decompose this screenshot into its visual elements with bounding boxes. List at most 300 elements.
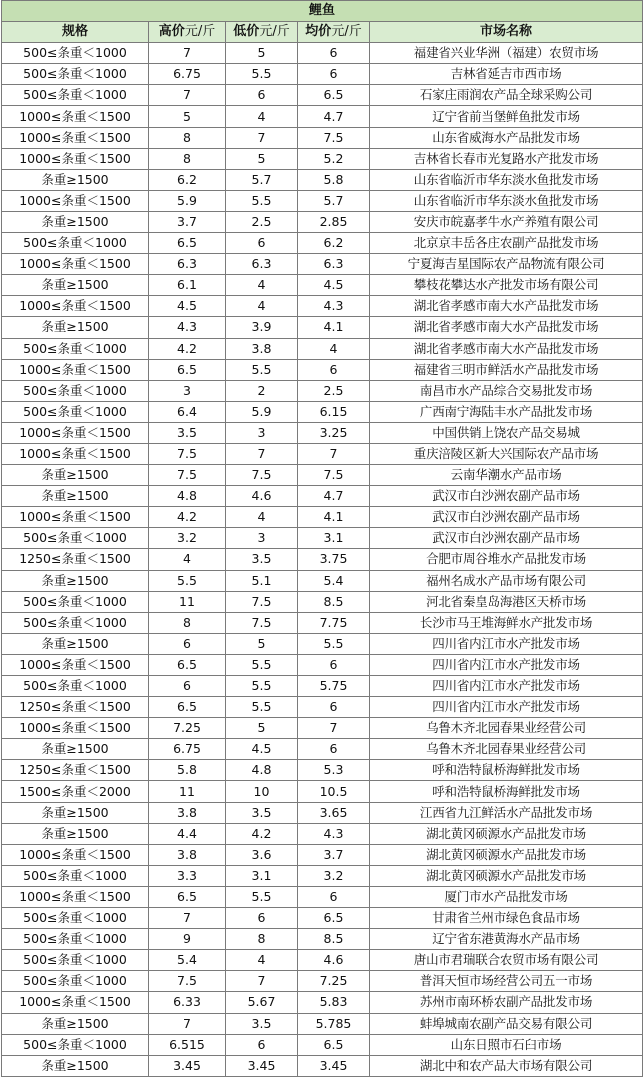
cell-market: 辽宁省前当堡鲜鱼批发市场: [370, 106, 643, 127]
cell-high-price: 7: [149, 43, 226, 64]
cell-spec: 500≤条重＜1000: [2, 612, 149, 633]
cell-low-price: 4: [226, 296, 298, 317]
cell-avg-price: 10.5: [298, 781, 370, 802]
table-row: [2, 697, 643, 718]
cell-avg-price: 7.5: [298, 127, 370, 148]
table-row: [2, 633, 643, 654]
cell-low-price: 5: [226, 43, 298, 64]
cell-avg-price: 6.15: [298, 401, 370, 422]
cell-high-price: 4.4: [149, 823, 226, 844]
cell-market: 山东省临沂市华东淡水鱼批发市场: [370, 169, 643, 190]
cell-market: 石家庄雨润农产品全球采购公司: [370, 85, 643, 106]
cell-avg-price: 7: [298, 443, 370, 464]
cell-market: 呼和浩特鼠桥海鲜批发市场: [370, 760, 643, 781]
cell-high-price: 3.2: [149, 528, 226, 549]
cell-market: 湖北黄冈硕源水产品批发市场: [370, 865, 643, 886]
cell-low-price: 5: [226, 633, 298, 654]
cell-market: 湖北黄冈硕源水产品批发市场: [370, 844, 643, 865]
cell-low-price: 5.5: [226, 190, 298, 211]
cell-spec: 条重≥1500: [2, 570, 149, 591]
cell-high-price: 3: [149, 380, 226, 401]
cell-avg-price: 6.5: [298, 908, 370, 929]
cell-market: 北京京丰岳各庄农副产品批发市场: [370, 233, 643, 254]
table-row: [2, 992, 643, 1013]
cell-high-price: 4.2: [149, 507, 226, 528]
cell-low-price: 3.6: [226, 844, 298, 865]
cell-low-price: 8: [226, 929, 298, 950]
cell-spec: 1000≤条重＜1500: [2, 844, 149, 865]
cell-high-price: 3.45: [149, 1055, 226, 1076]
cell-low-price: 5.5: [226, 886, 298, 907]
cell-high-price: 7.5: [149, 443, 226, 464]
cell-low-price: 3.8: [226, 338, 298, 359]
cell-high-price: 6: [149, 676, 226, 697]
cell-high-price: 3.7: [149, 211, 226, 232]
cell-spec: 1000≤条重＜1500: [2, 654, 149, 675]
cell-high-price: 6: [149, 633, 226, 654]
table-row: [2, 844, 643, 865]
cell-high-price: 9: [149, 929, 226, 950]
header-high-unit: 元/斤: [184, 24, 216, 40]
cell-high-price: 7.5: [149, 465, 226, 486]
cell-market: 乌鲁木齐北园春果业经营公司: [370, 739, 643, 760]
cell-avg-price: 5.4: [298, 570, 370, 591]
cell-spec: 1000≤条重＜1500: [2, 886, 149, 907]
cell-spec: 条重≥1500: [2, 1013, 149, 1034]
cell-low-price: 7.5: [226, 591, 298, 612]
cell-low-price: 5: [226, 148, 298, 169]
table-row: [2, 739, 643, 760]
cell-avg-price: 5.3: [298, 760, 370, 781]
cell-avg-price: 4.3: [298, 823, 370, 844]
table-row: [2, 169, 643, 190]
cell-avg-price: 4: [298, 338, 370, 359]
cell-avg-price: 5.83: [298, 992, 370, 1013]
cell-high-price: 4.3: [149, 317, 226, 338]
cell-spec: 500≤条重＜1000: [2, 676, 149, 697]
cell-market: 蚌埠城南农副产品交易有限公司: [370, 1013, 643, 1034]
cell-high-price: 6.33: [149, 992, 226, 1013]
cell-market: 湖北省孝感市南大水产品批发市场: [370, 317, 643, 338]
cell-avg-price: 4.7: [298, 486, 370, 507]
cell-market: 中国供销上饶农产品交易城: [370, 422, 643, 443]
cell-spec: 500≤条重＜1000: [2, 85, 149, 106]
cell-high-price: 6.5: [149, 886, 226, 907]
cell-market: 合肥市周谷堆水产品批发市场: [370, 549, 643, 570]
header-avg-unit: 元/斤: [331, 24, 362, 40]
cell-high-price: 8: [149, 127, 226, 148]
table-row: [2, 718, 643, 739]
cell-high-price: 5.9: [149, 190, 226, 211]
cell-avg-price: 4.6: [298, 950, 370, 971]
table-row: [2, 211, 643, 232]
table-row: [2, 528, 643, 549]
table-row: [2, 823, 643, 844]
cell-low-price: 4.5: [226, 739, 298, 760]
cell-high-price: 7.25: [149, 718, 226, 739]
cell-market: 苏州市南环桥农副产品批发市场: [370, 992, 643, 1013]
cell-low-price: 4: [226, 507, 298, 528]
table-row: [2, 338, 643, 359]
cell-high-price: 7: [149, 908, 226, 929]
cell-avg-price: 6: [298, 43, 370, 64]
table-row: [2, 254, 643, 275]
table-row: [2, 781, 643, 802]
cell-high-price: 6.5: [149, 697, 226, 718]
cell-high-price: 6.5: [149, 233, 226, 254]
table-row: [2, 486, 643, 507]
table-row: [2, 443, 643, 464]
cell-avg-price: 6.5: [298, 85, 370, 106]
table-row: [2, 886, 643, 907]
header-avg-label: 均价: [305, 24, 332, 40]
table-row: [2, 422, 643, 443]
cell-spec: 1000≤条重＜1500: [2, 718, 149, 739]
header-low-label: 低价: [233, 24, 260, 40]
cell-avg-price: 5.785: [298, 1013, 370, 1034]
cell-market: 云南华潮水产品市场: [370, 465, 643, 486]
cell-spec: 条重≥1500: [2, 486, 149, 507]
cell-spec: 1500≤条重＜2000: [2, 781, 149, 802]
table-row: [2, 591, 643, 612]
cell-spec: 条重≥1500: [2, 1055, 149, 1076]
cell-high-price: 6.75: [149, 739, 226, 760]
table-row: [2, 549, 643, 570]
table-row: [2, 865, 643, 886]
cell-low-price: 3.9: [226, 317, 298, 338]
cell-market: 四川省内江市水产批发市场: [370, 633, 643, 654]
header-market: [370, 22, 643, 43]
cell-low-price: 7: [226, 443, 298, 464]
cell-market: 湖北中和农产品大市场有限公司: [370, 1055, 643, 1076]
cell-spec: 500≤条重＜1000: [2, 528, 149, 549]
cell-spec: 1000≤条重＜1500: [2, 507, 149, 528]
table-row: [2, 275, 643, 296]
header-low-unit: 元/斤: [259, 24, 290, 40]
table-row: [2, 359, 643, 380]
cell-high-price: 5.8: [149, 760, 226, 781]
cell-market: 武汉市白沙洲农副产品市场: [370, 486, 643, 507]
cell-high-price: 6.2: [149, 169, 226, 190]
cell-market: 唐山市君瑞联合农贸市场有限公司: [370, 950, 643, 971]
cell-low-price: 5.1: [226, 570, 298, 591]
cell-market: 甘肃省兰州市绿色食品市场: [370, 908, 643, 929]
table-row: [2, 654, 643, 675]
table-row: [2, 612, 643, 633]
cell-avg-price: 3.45: [298, 1055, 370, 1076]
table-row: [2, 106, 643, 127]
header-spec: [2, 22, 149, 43]
cell-avg-price: 3.2: [298, 865, 370, 886]
cell-market: 广西南宁海陆丰水产品批发市场: [370, 401, 643, 422]
cell-low-price: 2.5: [226, 211, 298, 232]
cell-avg-price: 8.5: [298, 929, 370, 950]
cell-spec: 1000≤条重＜1500: [2, 190, 149, 211]
cell-market: 四川省内江市水产批发市场: [370, 697, 643, 718]
cell-spec: 500≤条重＜1000: [2, 43, 149, 64]
cell-market: 呼和浩特鼠桥海鲜批发市场: [370, 781, 643, 802]
cell-avg-price: 8.5: [298, 591, 370, 612]
cell-low-price: 4.2: [226, 823, 298, 844]
table-row: [2, 127, 643, 148]
cell-low-price: 5.9: [226, 401, 298, 422]
cell-high-price: 6.515: [149, 1034, 226, 1055]
cell-high-price: 7.5: [149, 971, 226, 992]
cell-avg-price: 5.8: [298, 169, 370, 190]
cell-high-price: 4: [149, 549, 226, 570]
cell-low-price: 4.6: [226, 486, 298, 507]
cell-high-price: 6.1: [149, 275, 226, 296]
cell-high-price: 7: [149, 85, 226, 106]
cell-low-price: 7.5: [226, 612, 298, 633]
cell-low-price: 3.1: [226, 865, 298, 886]
header-spec-label: 规格: [61, 24, 88, 40]
table-row: [2, 190, 643, 211]
cell-avg-price: 7.25: [298, 971, 370, 992]
cell-high-price: 11: [149, 781, 226, 802]
table-row: [2, 1055, 643, 1076]
cell-spec: 1250≤条重＜1500: [2, 549, 149, 570]
table-row: [2, 296, 643, 317]
cell-high-price: 6.75: [149, 64, 226, 85]
cell-avg-price: 7: [298, 718, 370, 739]
cell-market: 河北省秦皇岛海港区天桥市场: [370, 591, 643, 612]
cell-market: 山东省威海水产品批发市场: [370, 127, 643, 148]
cell-avg-price: 3.25: [298, 422, 370, 443]
cell-market: 吉林省延吉市西市场: [370, 64, 643, 85]
title-row: [2, 1, 643, 22]
cell-market: 湖北黄冈硕源水产品批发市场: [370, 823, 643, 844]
cell-avg-price: 4.1: [298, 507, 370, 528]
cell-spec: 1000≤条重＜1500: [2, 254, 149, 275]
cell-market: 福建省兴业华洲（福建）农贸市场: [370, 43, 643, 64]
cell-low-price: 5.5: [226, 654, 298, 675]
cell-market: 四川省内江市水产批发市场: [370, 676, 643, 697]
cell-spec: 条重≥1500: [2, 739, 149, 760]
cell-market: 宁夏海吉星国际农产品物流有限公司: [370, 254, 643, 275]
table-row: [2, 1013, 643, 1034]
cell-market: 攀枝花攀达水产批发市场有限公司: [370, 275, 643, 296]
cell-high-price: 6.4: [149, 401, 226, 422]
cell-spec: 500≤条重＜1000: [2, 971, 149, 992]
cell-avg-price: 4.3: [298, 296, 370, 317]
cell-high-price: 3.8: [149, 844, 226, 865]
price-table: [1, 0, 643, 1077]
cell-spec: 1000≤条重＜1500: [2, 992, 149, 1013]
cell-market: 长沙市马王堆海鲜水产批发市场: [370, 612, 643, 633]
cell-spec: 1000≤条重＜1500: [2, 296, 149, 317]
table-row: [2, 676, 643, 697]
header-low-price: [226, 22, 298, 43]
cell-avg-price: 4.7: [298, 106, 370, 127]
table-row: [2, 233, 643, 254]
cell-market: 安庆市皖嘉孝牛水产养殖有限公司: [370, 211, 643, 232]
cell-low-price: 2: [226, 380, 298, 401]
cell-low-price: 3: [226, 422, 298, 443]
cell-low-price: 5.5: [226, 359, 298, 380]
header-high-label: 高价: [158, 24, 185, 40]
table-row: [2, 570, 643, 591]
cell-low-price: 6: [226, 1034, 298, 1055]
cell-spec: 500≤条重＜1000: [2, 64, 149, 85]
cell-high-price: 6.3: [149, 254, 226, 275]
cell-low-price: 3: [226, 528, 298, 549]
cell-market: 四川省内江市水产批发市场: [370, 654, 643, 675]
cell-low-price: 5.5: [226, 64, 298, 85]
cell-spec: 条重≥1500: [2, 317, 149, 338]
cell-low-price: 3.5: [226, 549, 298, 570]
cell-low-price: 5: [226, 718, 298, 739]
cell-avg-price: 6: [298, 64, 370, 85]
table-row: [2, 802, 643, 823]
cell-market: 吉林省长春市光复路水产批发市场: [370, 148, 643, 169]
cell-avg-price: 3.65: [298, 802, 370, 823]
cell-low-price: 6: [226, 85, 298, 106]
cell-avg-price: 5.75: [298, 676, 370, 697]
table-title: 鲤鱼: [2, 1, 643, 22]
cell-market: 福建省三明市鲜活水产品批发市场: [370, 359, 643, 380]
table-row: [2, 380, 643, 401]
cell-avg-price: 6: [298, 739, 370, 760]
cell-low-price: 4: [226, 950, 298, 971]
cell-low-price: 5.5: [226, 697, 298, 718]
cell-spec: 1000≤条重＜1500: [2, 422, 149, 443]
cell-avg-price: 6: [298, 359, 370, 380]
cell-low-price: 4: [226, 106, 298, 127]
cell-avg-price: 5.7: [298, 190, 370, 211]
cell-low-price: 5.5: [226, 676, 298, 697]
cell-market: 江西省九江鲜活水产品批发市场: [370, 802, 643, 823]
cell-spec: 1250≤条重＜1500: [2, 760, 149, 781]
cell-avg-price: 6.3: [298, 254, 370, 275]
cell-market: 福州名成水产品市场有限公司: [370, 570, 643, 591]
table-row: [2, 950, 643, 971]
cell-market: 南昌市水产品综合交易批发市场: [370, 380, 643, 401]
cell-avg-price: 6: [298, 886, 370, 907]
cell-avg-price: 6: [298, 654, 370, 675]
cell-avg-price: 6.2: [298, 233, 370, 254]
cell-high-price: 7: [149, 1013, 226, 1034]
cell-high-price: 3.5: [149, 422, 226, 443]
cell-high-price: 8: [149, 148, 226, 169]
cell-low-price: 3.45: [226, 1055, 298, 1076]
cell-low-price: 7: [226, 127, 298, 148]
cell-market: 乌鲁木齐北园春果业经营公司: [370, 718, 643, 739]
table-row: [2, 760, 643, 781]
cell-market: 山东省临沂市华东淡水鱼批发市场: [370, 190, 643, 211]
cell-high-price: 5.5: [149, 570, 226, 591]
cell-market: 山东日照市石臼市场: [370, 1034, 643, 1055]
table-row: [2, 929, 643, 950]
table-row: [2, 148, 643, 169]
header-market-label: 市场名称: [480, 24, 533, 40]
cell-spec: 条重≥1500: [2, 633, 149, 654]
cell-low-price: 6: [226, 233, 298, 254]
cell-high-price: 11: [149, 591, 226, 612]
table-row: [2, 43, 643, 64]
table-row: [2, 317, 643, 338]
cell-market: 湖北省孝感市南大水产品批发市场: [370, 338, 643, 359]
cell-spec: 500≤条重＜1000: [2, 338, 149, 359]
table-body: [2, 43, 643, 1077]
cell-spec: 条重≥1500: [2, 823, 149, 844]
cell-spec: 500≤条重＜1000: [2, 1034, 149, 1055]
cell-avg-price: 2.5: [298, 380, 370, 401]
cell-spec: 500≤条重＜1000: [2, 865, 149, 886]
cell-spec: 条重≥1500: [2, 465, 149, 486]
cell-avg-price: 6.5: [298, 1034, 370, 1055]
cell-high-price: 4.2: [149, 338, 226, 359]
cell-high-price: 5.4: [149, 950, 226, 971]
header-high-price: [149, 22, 226, 43]
header-row: [2, 22, 643, 43]
cell-high-price: 8: [149, 612, 226, 633]
table-row: [2, 908, 643, 929]
cell-market: 普洱天恒市场经营公司五一市场: [370, 971, 643, 992]
cell-market: 重庆涪陵区新大兴国际农产品市场: [370, 443, 643, 464]
cell-spec: 条重≥1500: [2, 275, 149, 296]
cell-spec: 500≤条重＜1000: [2, 380, 149, 401]
cell-spec: 500≤条重＜1000: [2, 233, 149, 254]
cell-high-price: 6.5: [149, 359, 226, 380]
cell-spec: 1000≤条重＜1500: [2, 359, 149, 380]
cell-high-price: 3.8: [149, 802, 226, 823]
table-row: [2, 85, 643, 106]
cell-market: 湖北省孝感市南大水产品批发市场: [370, 296, 643, 317]
cell-avg-price: 3.75: [298, 549, 370, 570]
cell-spec: 1000≤条重＜1500: [2, 443, 149, 464]
cell-low-price: 5.67: [226, 992, 298, 1013]
cell-low-price: 7: [226, 971, 298, 992]
cell-spec: 500≤条重＜1000: [2, 929, 149, 950]
cell-low-price: 7.5: [226, 465, 298, 486]
table-row: [2, 1034, 643, 1055]
cell-low-price: 3.5: [226, 802, 298, 823]
cell-spec: 500≤条重＜1000: [2, 401, 149, 422]
cell-avg-price: 3.1: [298, 528, 370, 549]
cell-market: 厦门市水产品批发市场: [370, 886, 643, 907]
cell-high-price: 3.3: [149, 865, 226, 886]
cell-low-price: 4: [226, 275, 298, 296]
cell-market: 武汉市白沙洲农副产品市场: [370, 528, 643, 549]
cell-avg-price: 7.5: [298, 465, 370, 486]
cell-avg-price: 5.5: [298, 633, 370, 654]
header-avg-price: [298, 22, 370, 43]
cell-market: 辽宁省东港黄海水产品市场: [370, 929, 643, 950]
cell-low-price: 10: [226, 781, 298, 802]
cell-avg-price: 4.5: [298, 275, 370, 296]
cell-low-price: 4.8: [226, 760, 298, 781]
cell-spec: 500≤条重＜1000: [2, 950, 149, 971]
cell-avg-price: 4.1: [298, 317, 370, 338]
cell-high-price: 6.5: [149, 654, 226, 675]
cell-spec: 1250≤条重＜1500: [2, 697, 149, 718]
cell-low-price: 6: [226, 908, 298, 929]
table-row: [2, 971, 643, 992]
cell-spec: 1000≤条重＜1500: [2, 148, 149, 169]
cell-spec: 500≤条重＜1000: [2, 908, 149, 929]
cell-avg-price: 5.2: [298, 148, 370, 169]
table-row: [2, 465, 643, 486]
cell-avg-price: 3.7: [298, 844, 370, 865]
cell-avg-price: 2.85: [298, 211, 370, 232]
cell-low-price: 6.3: [226, 254, 298, 275]
cell-spec: 1000≤条重＜1500: [2, 106, 149, 127]
cell-spec: 500≤条重＜1000: [2, 591, 149, 612]
table-row: [2, 64, 643, 85]
cell-spec: 1000≤条重＜1500: [2, 127, 149, 148]
cell-spec: 条重≥1500: [2, 211, 149, 232]
